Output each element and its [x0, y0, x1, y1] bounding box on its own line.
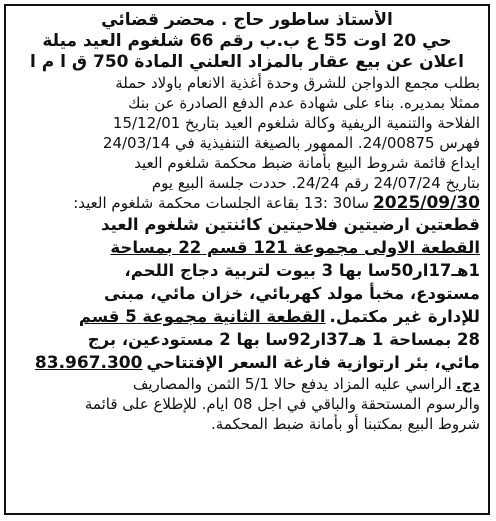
- paragraph-3-line-1-text: الراسي عليه المزاد يدفع حالا 5/1 الثمن والمصاريف: [132, 375, 452, 393]
- paragraph-1-line-4: فهرس 24/00875. الممهور بالصيغة التنفيذية في 24/03/14: [102, 134, 480, 152]
- sale-date-line: [14, 193, 480, 213]
- paragraph-1-line-5: ايداع قائمة شروط البيع بأمانة ضبط محكمة شلغوم العيد: [134, 154, 480, 172]
- paragraph-2-line-5-b: القطعة الثانية مجموعة 5 قسم: [78, 307, 326, 326]
- paragraph-1-line-3: الفلاحة والتنمية الريفية وكالة شلغوم العيد بتاريخ 15/12/01: [112, 114, 480, 132]
- paragraph-2-line-4: مستودع، مخبأ مولد كهربائي، خزان مائي، مبنى: [103, 284, 480, 303]
- paragraph-1-line-6: بتاريخ 24/07/24 رقم 24/24. حددت جلسة البيع يوم: [151, 174, 480, 192]
- paragraph-2-line-7-text: مائي، بئر ارتوازية فارغة السعر الإفتتاحي: [146, 353, 480, 372]
- paragraph-2-line-2: القطعة الاولى مجموعة 121 قسم 22 بمساحة: [110, 238, 480, 257]
- sale-time-place: سا30 :13 بقاعة الجلسات محكمة شلغوم العيد:: [73, 194, 369, 212]
- notice-announcement: اعلان عن بيع عقار بالمزاد العلني المادة 750 ق ا م ا: [30, 52, 464, 72]
- paragraph-3-line-3: شروط البيع بمكتبنا أو بأمانة ضبط المحكمة.: [211, 415, 480, 433]
- notice-address: حي 20 اوت 55 ع ب.ب رقم 66 شلغوم العيد ميلة: [42, 31, 452, 51]
- notice-title: الأستاذ ساطور حاج . محضر قضائي: [101, 10, 393, 30]
- sale-date: 2025/09/30: [372, 193, 480, 213]
- paragraph-2-line-5-a: للإدارة غير مكتمل.: [329, 307, 480, 326]
- paragraph-2-line-5: [14, 305, 480, 328]
- paragraph-3-line-2: والرسوم المستحقة والباقي في اجل 08 ايام. للإطلاع على قائمة: [84, 395, 480, 413]
- currency-dz: دج.: [455, 375, 480, 393]
- paragraph-1-line-1: بطلب مجمع الدواجن للشرق وحدة أغذية الانعام باولاد حملة: [115, 74, 480, 92]
- paragraph-3-line-1: [14, 374, 480, 394]
- paragraph-2-line-3: 1هـ17ار50سا بها 3 بيوت لتربية دجاج اللحم،: [124, 261, 480, 280]
- paragraph-2-line-7: [14, 351, 480, 374]
- opening-price: 83.967.300: [34, 353, 143, 373]
- paragraph-2-line-6: 28 بمساحة 1 هـ37ار92سا بها 2 مستودعين، برج: [87, 330, 480, 349]
- paragraph-2-line-1: قطعتين ارضيتين فلاحيتين كائنتين شلغوم العيد: [101, 215, 480, 234]
- legal-notice: [4, 4, 490, 515]
- paragraph-1-line-2: ممثلا بمديره. بناء على شهادة عدم الدفع الصادرة عن بنك: [128, 94, 480, 112]
